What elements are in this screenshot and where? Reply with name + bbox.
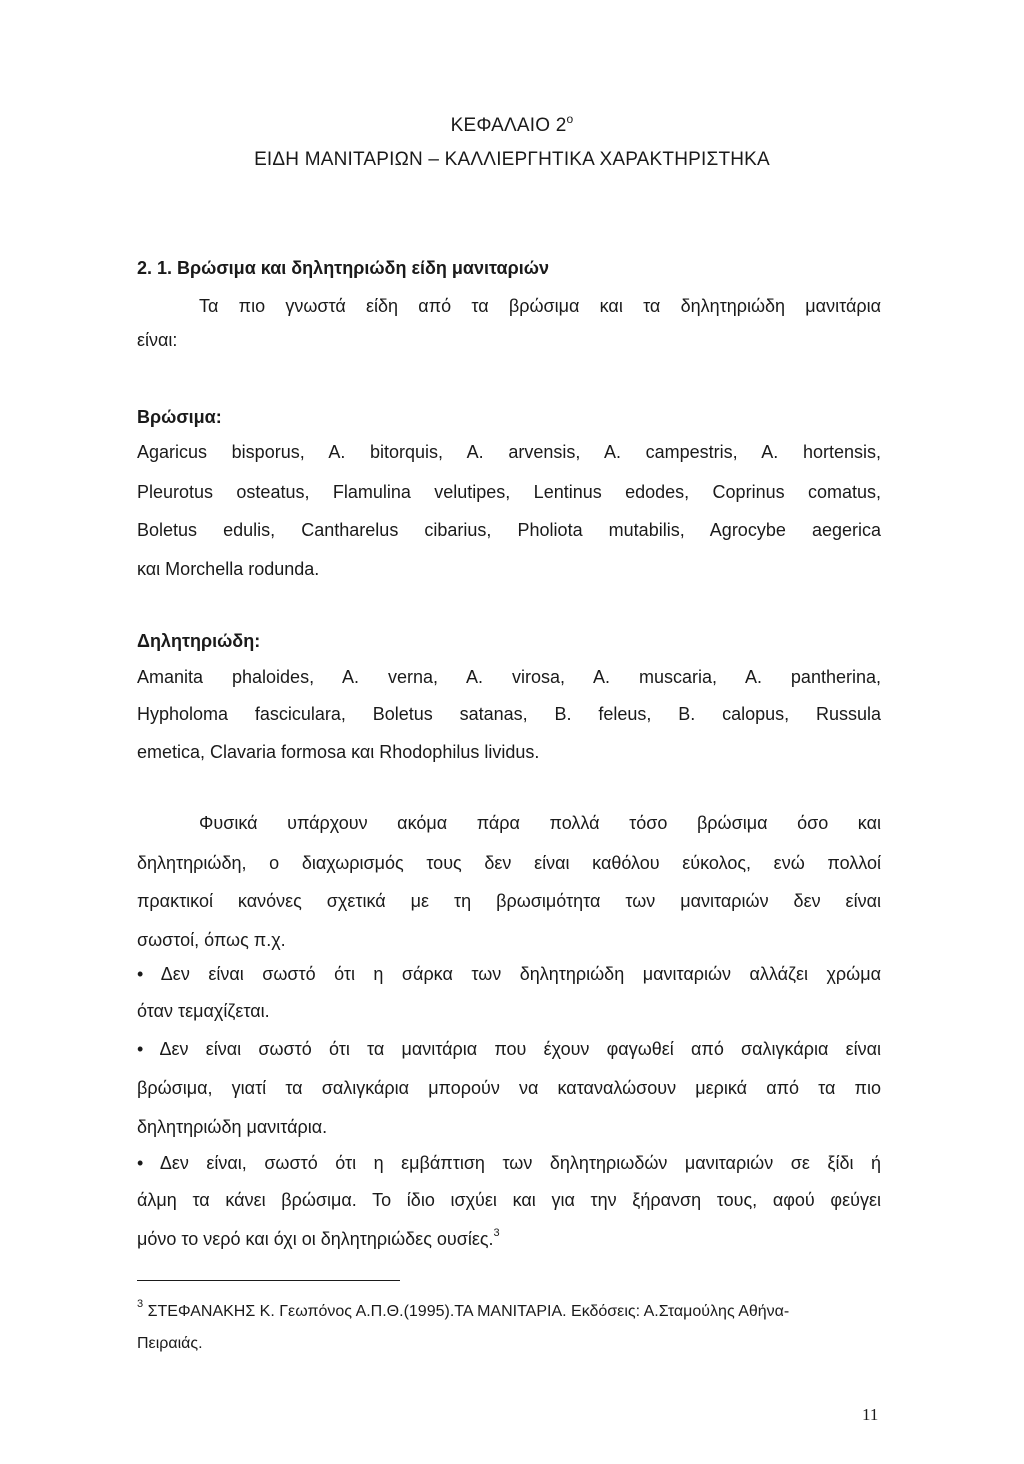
- page-number: 11: [862, 1405, 879, 1424]
- bullet-item: • Δεν είναι σωστό ότι τα μανιτάρια που έχουν φαγωθεί από σαλιγκάρια είναι: [137, 1039, 881, 1059]
- chapter-number: ΚΕΦΑΛΑΙΟ $2^o$: [450, 112, 574, 136]
- footnote-text: $^3$ ΣΤΕΦΑΝΑΚΗΣ Κ. Γεωπόνος Α.Π.Θ.(1995).ΤΑ ΜΑΝΙΤΑΡΙΑ. Εκδόσεις: Α.Σταμούλης Αθήνα-: [137, 1298, 790, 1320]
- footnote-marker: 3: [137, 1298, 144, 1310]
- bullet-continuation: όταν τεμαχίζεται.: [137, 1001, 270, 1021]
- footnote-reference: 3: [493, 1227, 500, 1239]
- poisonous-line: Hypholoma fasciculara, Boletus satanas, B. feleus, B. calopus, Russula: [137, 704, 881, 724]
- edible-heading: Βρώσιμα:: [137, 407, 222, 427]
- bullet-continuation: μόνο το νερό και όχι οι δηλητηριώδες ουσίες.$^3$: [137, 1227, 500, 1249]
- poisonous-line: emetica, Clavaria formosa και Rhodophilus lividus.: [137, 742, 540, 762]
- bullet-item: • Δεν είναι σωστό ότι η σάρκα των δηλητηριώδη μανιταριών αλλάζει χρώμα: [137, 964, 881, 984]
- bullet-continuation: βρώσιμα, γιατί τα σαλιγκάρια μπορούν να καταναλώσουν μερικά από τα πιο: [137, 1078, 881, 1098]
- edible-line: Boletus edulis, Cantharelus cibarius, Pholiota mutabilis, Agrocybe aegerica: [137, 520, 881, 540]
- paragraph-line: πρακτικοί κανόνες σχετικά με τη βρωσιμότητα των μανιταριών δεν είναι: [137, 891, 881, 911]
- bullet-continuation: άλμη τα κάνει βρώσιμα. Το ίδιο ισχύει και για την ξήρανση τους, αφού φεύγει: [137, 1190, 881, 1210]
- footnote-divider: [137, 1280, 400, 1281]
- bullet-continuation: δηλητηριώδη μανιτάρια.: [137, 1117, 328, 1137]
- paragraph-line: Φυσικά υπάρχουν ακόμα πάρα πολλά τόσο βρώσιμα όσο και: [199, 813, 881, 833]
- edible-line: Agaricus bisporus, A. bitorquis, A. arvensis, A. campestris, A. hortensis,: [137, 442, 881, 462]
- bullet-item: • Δεν είναι, σωστό ότι η εμβάπτιση των δηλητηριωδών μανιταριών σε ξίδι ή: [137, 1153, 881, 1173]
- edible-line: Pleurotus osteatus, Flamulina velutipes, Lentinus edodes, Coprinus comatus,: [137, 482, 881, 502]
- intro-line: είναι:: [137, 330, 178, 350]
- chapter-title: ΕΙΔΗ ΜΑΝΙΤΑΡΙΩΝ – ΚΑΛΛΙΕΡΓΗΤΙΚΑ ΧΑΡΑΚΤΗΡΙΣΤΗΚΑ: [254, 149, 770, 170]
- poisonous-heading: Δηλητηριώδη:: [137, 631, 261, 651]
- paragraph-line: δηλητηριώδη, ο διαχωρισμός τους δεν είναι καθόλου εύκολος, ενώ πολλοί: [137, 853, 881, 873]
- poisonous-line: Amanita phaloides, A. verna, A. virosa, A. muscaria, A. pantherina,: [137, 667, 881, 687]
- paragraph-line: σωστοί, όπως π.χ.: [137, 930, 286, 950]
- edible-line: και Morchella rodunda.: [137, 559, 320, 579]
- intro-line: Τα πιο γνωστά είδη από τα βρώσιμα και τα δηλητηριώδη μανιτάρια: [199, 296, 881, 316]
- footnote-text: Πειραιάς.: [137, 1335, 203, 1352]
- section-heading: 2. 1. Βρώσιμα και δηλητηριώδη είδη μανιταριών: [137, 258, 549, 278]
